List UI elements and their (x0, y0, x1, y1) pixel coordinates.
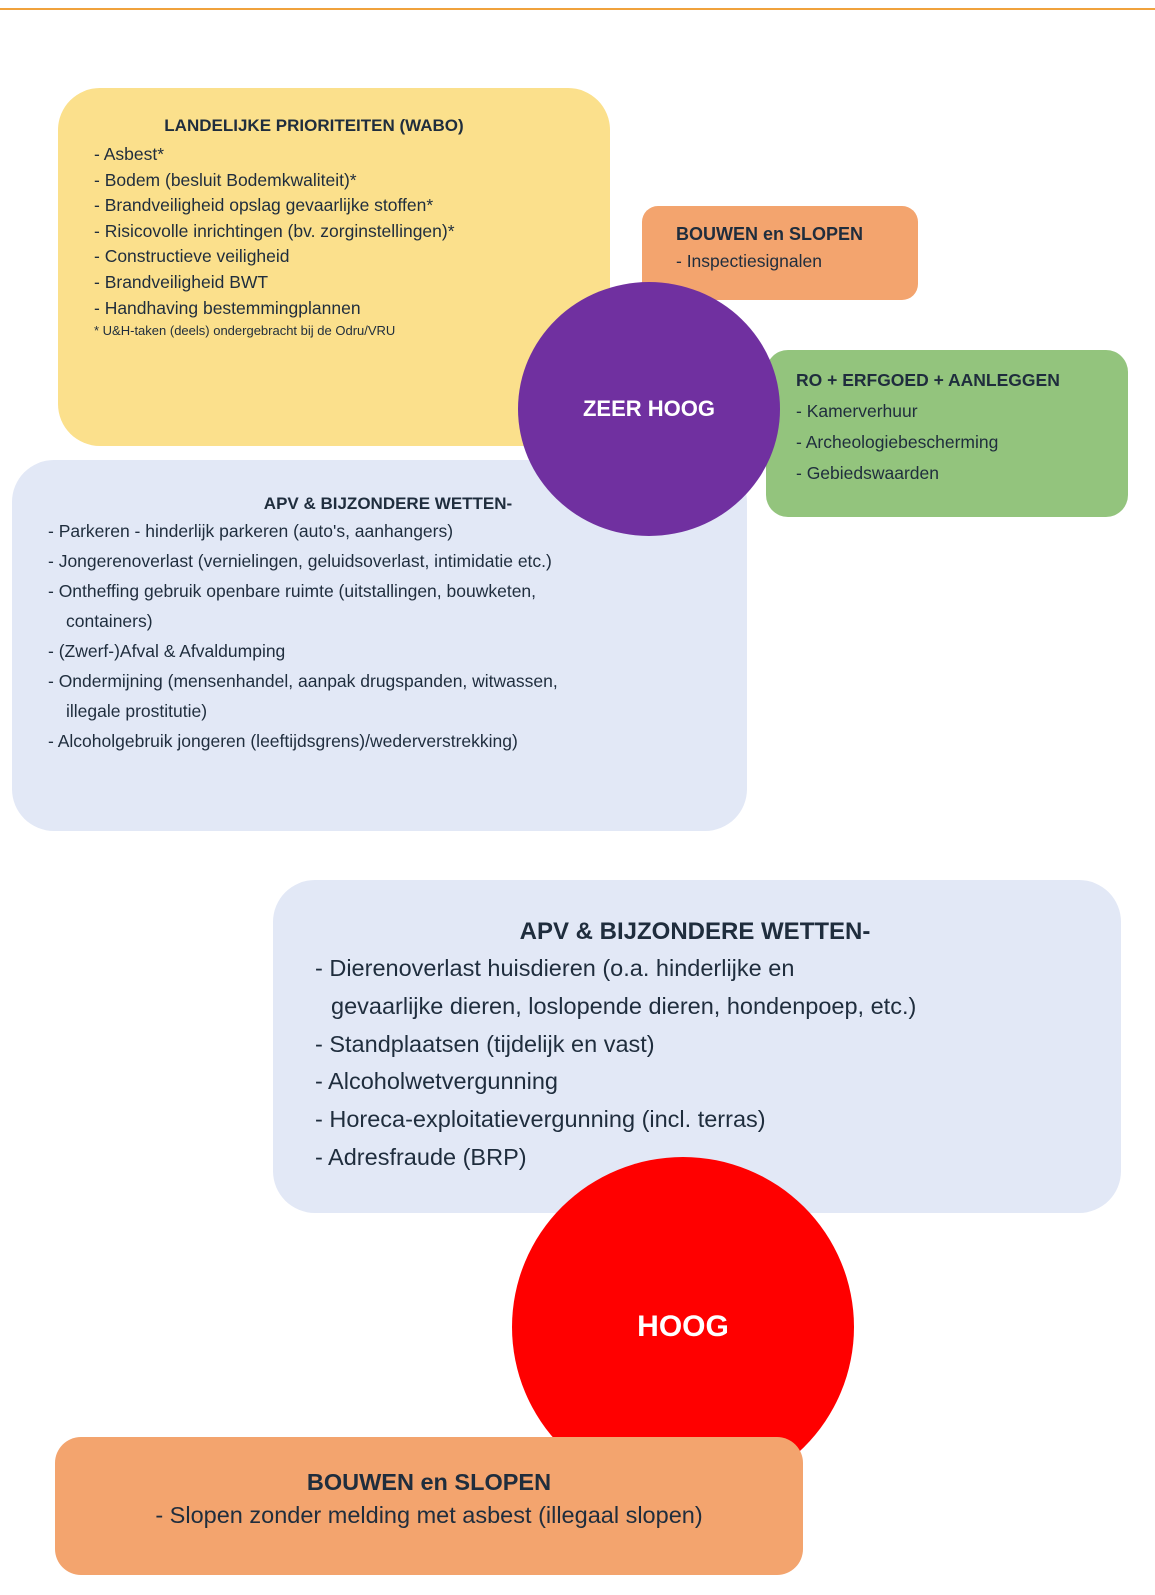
bouwen-slopen-top-title: BOUWEN en SLOPEN (676, 224, 864, 244)
list-item: - Dierenoverlast huisdieren (o.a. hinderlijke en (315, 955, 795, 981)
bouwen-slopen-top-list (676, 251, 918, 272)
ro-erfgoed-aanleggen-title: RO + ERFGOED + AANLEGGEN (796, 370, 1060, 390)
apv-bottom-list (315, 950, 1121, 1177)
list-item: - Ontheffing gebruik openbare ruimte (uitstallingen, bouwketen, (48, 581, 537, 601)
landelijke-prioriteiten-title: LANDELIJKE PRIORITEITEN (WABO) (164, 116, 464, 135)
apv-top-title: APV & BIJZONDERE WETTEN- (263, 494, 513, 513)
list-item: - Standplaatsen (tijdelijk en vast) (315, 1030, 655, 1057)
list-item: - Constructieve veiligheid (94, 246, 290, 267)
list-item: - Brandveiligheid opslag gevaarlijke stoffen* (94, 195, 434, 216)
list-item: - Ondermijning (mensenhandel, aanpak drugspanden, witwassen, (48, 671, 558, 691)
zeer-hoog-label: ZEER HOOG (582, 396, 715, 421)
list-item: - Gebiedswaarden (796, 463, 939, 483)
list-item: - Bodem (besluit Bodemkwaliteit)* (94, 169, 357, 190)
ro-erfgoed-aanleggen-box (766, 350, 1128, 517)
list-item: - Alcoholwetvergunning (315, 1068, 558, 1095)
list-item: - Alcoholgebruik jongeren (leeftijdsgrens)/wederverstrekking) (48, 731, 518, 751)
list-item: - Asbest* (94, 144, 165, 164)
list-item: - Archeologiebescherming (796, 432, 999, 452)
bouwen-slopen-bottom-list (55, 1502, 803, 1529)
list-item: - Adresfraude (BRP) (315, 1143, 527, 1170)
footnote: * U&H-taken (deels) ondergebracht bij de Odru/VRU (94, 323, 396, 339)
list-item: - (Zwerf-)Afval & Afvaldumping (48, 641, 286, 661)
list-item: - Horeca-exploitatievergunning (incl. terras) (315, 1106, 766, 1133)
ro-erfgoed-aanleggen-list (796, 396, 1128, 489)
list-item: containers) (66, 611, 153, 631)
top-divider-line (0, 8, 1155, 10)
list-item: - Slopen zonder melding met asbest (illegaal slopen) (155, 1502, 703, 1528)
list-item: - Kamerverhuur (796, 401, 918, 421)
list-item: - Handhaving bestemmingplannen (94, 297, 361, 318)
list-item: - Jongerenoverlast (vernielingen, geluidsoverlast, intimidatie etc.) (48, 551, 552, 571)
list-item: - Inspectiesignalen (676, 251, 822, 271)
bouwen-slopen-bottom-box (55, 1437, 803, 1575)
list-item: - Brandveiligheid BWT (94, 271, 269, 292)
list-item: gevaarlijke dieren, loslopende dieren, hondenpoep, etc.) (331, 992, 917, 1019)
list-item: - Risicovolle inrichtingen (bv. zorginstellingen)* (94, 220, 455, 241)
apv-bottom-title: APV & BIJZONDERE WETTEN- (519, 918, 871, 945)
zeer-hoog-circle (518, 282, 780, 536)
bouwen-slopen-bottom-title: BOUWEN en SLOPEN (306, 1469, 552, 1495)
list-item: illegale prostitutie) (66, 701, 208, 721)
hoog-label: HOOG (637, 1310, 729, 1343)
apv-top-list (48, 516, 747, 756)
list-item: - Parkeren - hinderlijk parkeren (auto's, aanhangers) (48, 521, 454, 541)
landelijke-prioriteiten-list (94, 142, 610, 341)
